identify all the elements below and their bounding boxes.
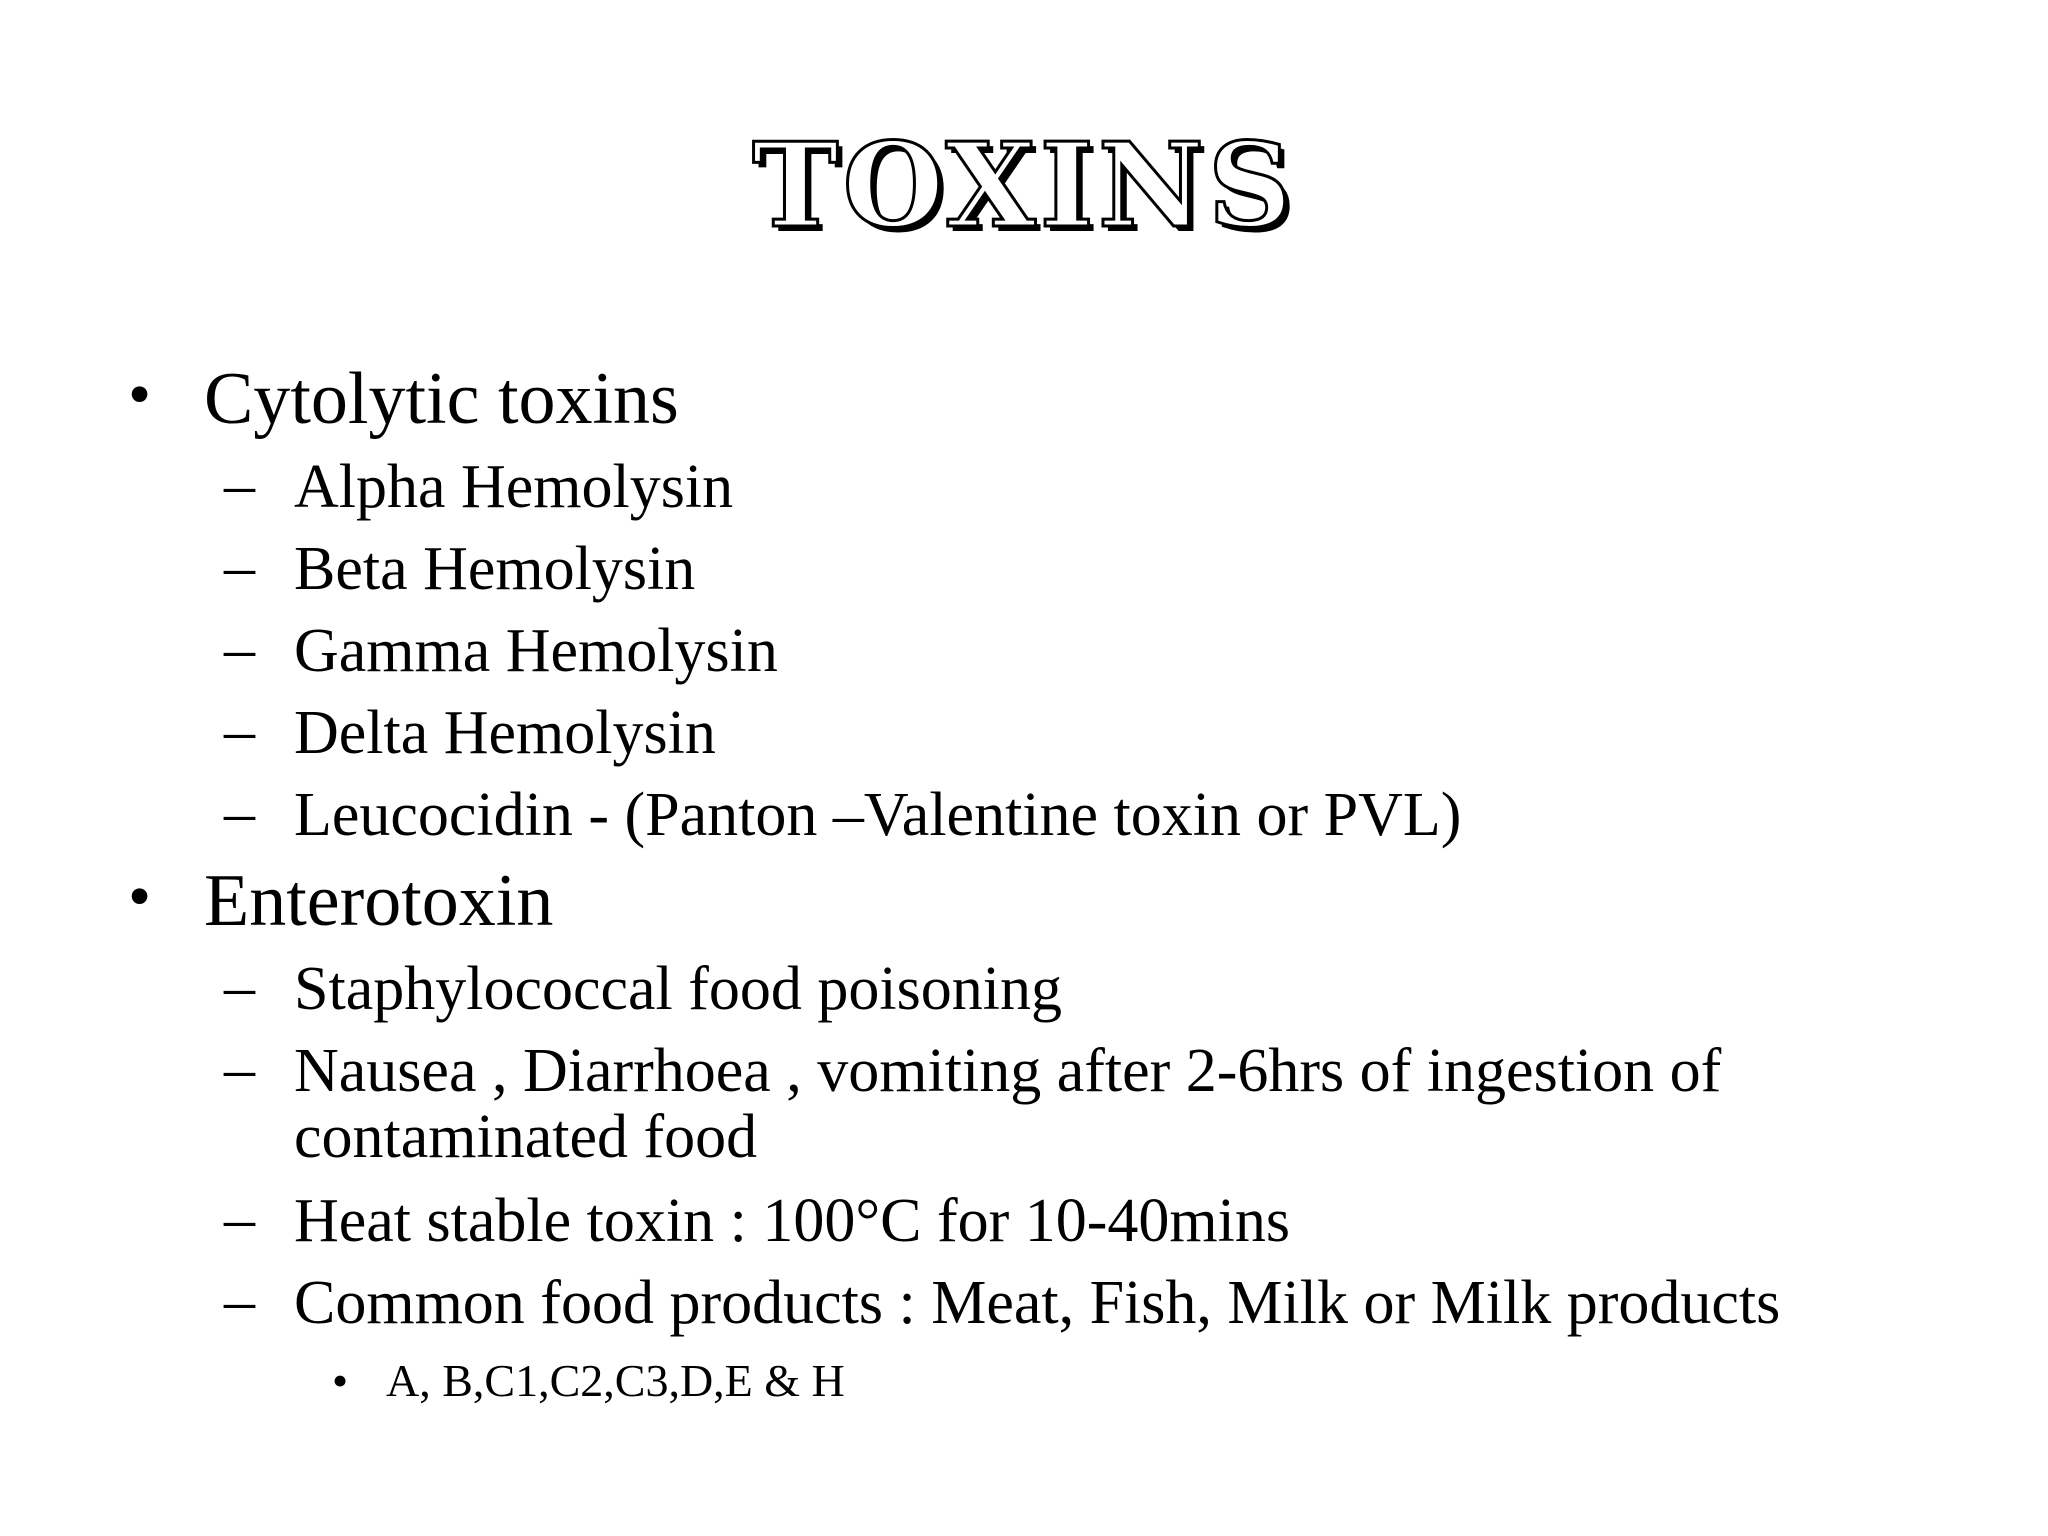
subbullet-text: Gamma Hemolysin — [294, 617, 778, 685]
bullet-text: Enterotoxin — [204, 860, 554, 942]
bullet-cytolytic-toxins — [120, 358, 2000, 452]
bullet-marker: • — [332, 1355, 349, 1406]
dash-marker: – — [224, 1035, 255, 1103]
subbullet-text: Leucocidin - (Panton –Valentine toxin or PVL) — [294, 781, 1462, 849]
subbullet-staph-food-poisoning — [120, 953, 2000, 1038]
subbullet-symptoms — [120, 1035, 2000, 1188]
subbullet-leucocidin — [120, 779, 2000, 864]
subbullet-gamma-hemolysin — [120, 615, 2000, 700]
subbullet-delta-hemolysin — [120, 697, 2000, 782]
subbullet-text: Common food products : Meat, Fish, Milk or Milk products — [294, 1269, 1781, 1337]
bullet-marker: • — [128, 358, 152, 431]
subbullet-text: Nausea , Diarrhoea , vomiting after 2-6hrs of ingestion of contaminated food — [294, 1037, 1722, 1171]
dash-marker: – — [224, 533, 255, 601]
bullet-text: Cytolytic toxins — [204, 358, 679, 440]
subbullet-alpha-hemolysin — [120, 451, 2000, 536]
subbullet-text: Beta Hemolysin — [294, 535, 696, 603]
dash-marker: – — [224, 451, 255, 519]
subsubbullet-text: A, B,C1,C2,C3,D,E & H — [386, 1355, 845, 1406]
dash-marker: – — [224, 953, 255, 1021]
dash-marker: – — [224, 697, 255, 765]
subbullet-text: Alpha Hemolysin — [294, 453, 734, 521]
subbullet-text: Heat stable toxin : 100°C for 10-40mins — [294, 1187, 1290, 1255]
bullet-enterotoxin — [120, 860, 2000, 954]
slide-title: TOXINS — [752, 118, 1296, 254]
bullet-marker: • — [128, 860, 152, 933]
dash-marker: – — [224, 1185, 255, 1253]
subbullet-heat-stable — [120, 1185, 2000, 1270]
subbullet-food-products — [120, 1267, 2000, 1352]
dash-marker: – — [224, 779, 255, 847]
bullet-list — [120, 358, 2000, 1418]
subsubbullet-types — [120, 1355, 2000, 1418]
subbullet-text: Staphylococcal food poisoning — [294, 955, 1062, 1023]
subbullet-text: Delta Hemolysin — [294, 699, 716, 767]
dash-marker: – — [224, 615, 255, 683]
dash-marker: – — [224, 1267, 255, 1335]
subbullet-beta-hemolysin — [120, 533, 2000, 618]
